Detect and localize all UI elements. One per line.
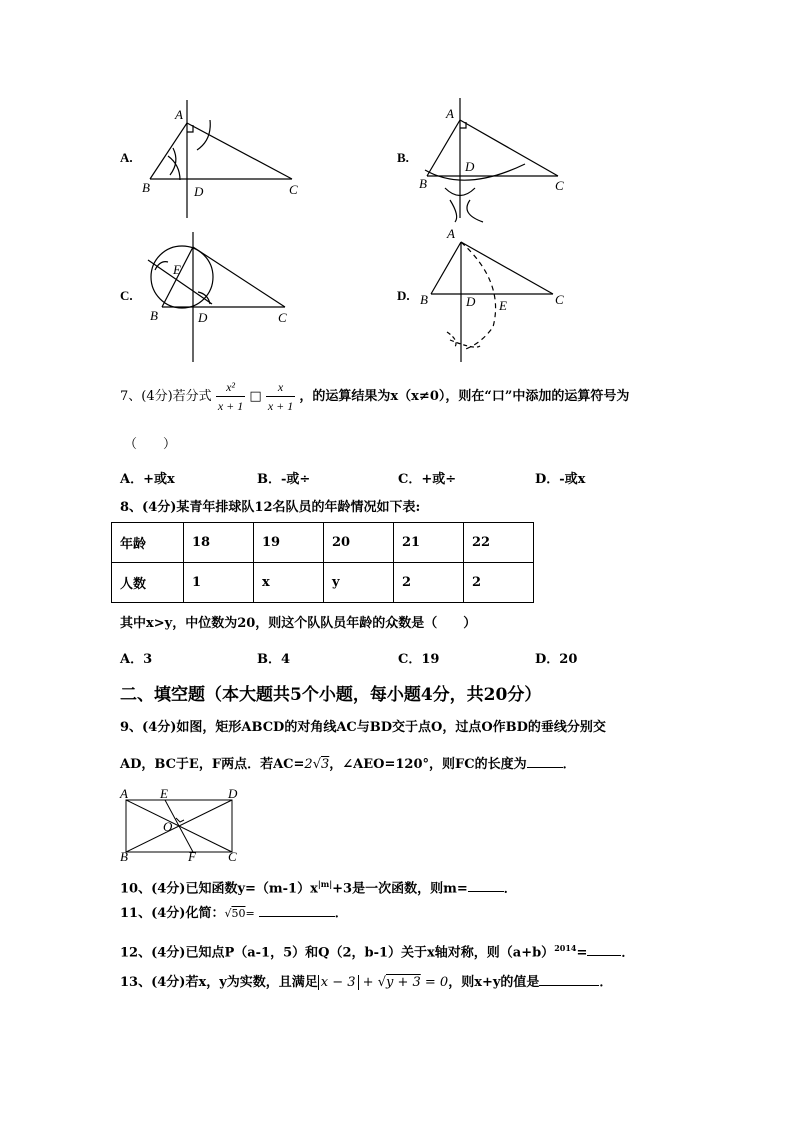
table-cell: 22 bbox=[464, 523, 534, 563]
q7-frac1-num: x² bbox=[216, 378, 245, 397]
q10-rest: +3是一次函数，则m= bbox=[332, 881, 468, 897]
table-row bbox=[112, 563, 534, 603]
fig-a-label-b: B bbox=[142, 180, 150, 195]
q11-period: ． bbox=[334, 906, 348, 921]
question-10 bbox=[120, 875, 517, 898]
fig-a-side-ab bbox=[150, 123, 187, 179]
q9-radicand: 3 bbox=[320, 757, 330, 772]
fig-a-label-d: D bbox=[194, 184, 204, 199]
q7-option-c: C．+或÷ bbox=[398, 472, 457, 487]
fig-c-side-ab bbox=[162, 247, 193, 307]
question-13 bbox=[120, 974, 612, 992]
q9-line2-b: ，∠AEO=120°，则FC的长度为 bbox=[329, 757, 527, 772]
q7-prefix: 7、(4分)若分式 bbox=[120, 389, 212, 404]
q13-equation: x − 3 + √y + 3 = 0 bbox=[318, 975, 448, 990]
fig-a-label-a: A bbox=[175, 107, 183, 122]
q8-stem: 8、(4分)某青年排球队12名队员的年龄情况如下表: bbox=[120, 500, 421, 515]
q10-text: 10、(4分)已知函数y=（m-1）x bbox=[120, 881, 318, 897]
question-11 bbox=[120, 905, 348, 923]
q13-plus: + bbox=[362, 975, 374, 990]
fig-c-label-d: D bbox=[198, 310, 208, 325]
q9-label-d: D bbox=[228, 788, 238, 801]
q11-radicand: 50 bbox=[231, 907, 246, 920]
figure-a bbox=[140, 100, 310, 220]
fig-d-label-e: E bbox=[499, 298, 507, 313]
q9-line-2 bbox=[120, 756, 576, 774]
q13-period: ． bbox=[599, 975, 613, 990]
fig-d-side-ac bbox=[461, 242, 553, 294]
q11-answer-blank[interactable] bbox=[259, 916, 335, 917]
fig-c-label-b: B bbox=[150, 308, 158, 323]
figure-d bbox=[415, 222, 585, 362]
q7-option-b: B．-或÷ bbox=[257, 472, 311, 487]
q10-sup: |m| bbox=[317, 879, 333, 889]
q9-line2-a: AD，BC于E，F两点．若AC= bbox=[120, 757, 305, 772]
fig-a-side-ac bbox=[187, 123, 292, 179]
option-a-label: A. bbox=[120, 150, 133, 165]
q13-eq0: = 0 bbox=[424, 975, 449, 990]
fig-b-label-c: C bbox=[555, 178, 564, 193]
q12-period: ． bbox=[621, 945, 635, 961]
q11-text: 11、(4分)化简： bbox=[120, 906, 225, 921]
q9-label-o: O bbox=[163, 819, 173, 834]
fig-b-label-b: B bbox=[419, 176, 427, 191]
fig-a-arc-2 bbox=[197, 120, 210, 150]
q8-option-c: C．19 bbox=[398, 652, 440, 667]
fig-a-arc-1 bbox=[170, 148, 176, 175]
fig-c-side-ac bbox=[193, 247, 285, 307]
q9-label-a: A bbox=[120, 788, 128, 801]
fig-d-label-b: B bbox=[420, 292, 428, 307]
fig-b-side-ac bbox=[460, 120, 558, 176]
q9-coef: 2 bbox=[304, 757, 313, 772]
q9-label-e: E bbox=[160, 788, 168, 801]
table-cell: 2 bbox=[464, 563, 534, 603]
table-cell: 20 bbox=[324, 523, 394, 563]
fig-c-label-c: C bbox=[278, 310, 287, 325]
q8-option-d: D．20 bbox=[535, 652, 578, 667]
q13-answer-blank[interactable] bbox=[539, 985, 599, 986]
fig-b-side-ab bbox=[427, 120, 460, 176]
q10-answer-blank[interactable] bbox=[468, 891, 504, 892]
q12-sup: 2014 bbox=[554, 943, 577, 953]
q9-rectangle-figure bbox=[118, 788, 243, 866]
q9-label-c: C bbox=[228, 849, 237, 864]
question-12 bbox=[120, 939, 634, 962]
q9-answer-blank[interactable] bbox=[527, 767, 563, 768]
q7-frac2-num: x bbox=[266, 378, 295, 397]
figure-c bbox=[140, 232, 300, 362]
q9-label-f: F bbox=[188, 849, 196, 864]
q11-eq: = bbox=[245, 907, 255, 920]
q7-fraction-2 bbox=[266, 378, 295, 415]
q9-right-angle bbox=[176, 818, 184, 822]
q8-after: 其中x>y，中位数为20，则这个队队员年龄的众数是（ ） bbox=[120, 616, 477, 631]
q13-text: 13、(4分)若x，y为实数，且满足 bbox=[120, 975, 318, 990]
table-cell: y bbox=[324, 563, 394, 603]
age-table bbox=[111, 522, 534, 603]
option-d-label: D. bbox=[397, 288, 410, 303]
fig-b-arc-3 bbox=[467, 200, 483, 222]
figure-b bbox=[415, 98, 585, 223]
q11-sqrt: √50= bbox=[224, 907, 255, 920]
q13-sqrt-expr: y + 3 bbox=[385, 975, 421, 990]
q7-frac1-den: x + 1 bbox=[217, 399, 244, 413]
table-cell: 人数 bbox=[112, 563, 184, 603]
q7-option-d: D．-或x bbox=[535, 472, 586, 487]
q13-rest: ，则x+y的值是 bbox=[448, 975, 540, 990]
q7-option-a: A．+或x bbox=[120, 472, 175, 487]
fig-b-arc-1 bbox=[425, 164, 525, 180]
table-row bbox=[112, 523, 534, 563]
option-b-label: B. bbox=[397, 150, 409, 165]
fig-d-label-c: C bbox=[555, 292, 564, 307]
table-cell: 21 bbox=[394, 523, 464, 563]
fig-d-side-ab bbox=[431, 242, 461, 294]
table-cell: 18 bbox=[184, 523, 254, 563]
table-cell: x bbox=[254, 563, 324, 603]
q8-option-b: B．4 bbox=[257, 652, 291, 667]
q13-abs: x − 3 bbox=[318, 975, 359, 990]
table-cell: 19 bbox=[254, 523, 324, 563]
table-cell: 1 bbox=[184, 563, 254, 603]
fig-a-label-c: C bbox=[289, 182, 298, 197]
q9-period: ． bbox=[562, 757, 576, 772]
q8-option-a: A．3 bbox=[120, 652, 153, 667]
q12-answer-blank[interactable] bbox=[587, 955, 621, 956]
fig-b-arc-2 bbox=[450, 200, 457, 222]
q7-box: □ bbox=[249, 389, 262, 404]
q12-text: 12、(4分)已知点P（a-1，5）和Q（2，b-1）关于x轴对称，则（a+b） bbox=[120, 945, 555, 961]
q12-eq: = bbox=[576, 945, 588, 961]
q7-paren: （ ） bbox=[124, 437, 177, 452]
table-cell: 年龄 bbox=[112, 523, 184, 563]
table-cell: 2 bbox=[394, 563, 464, 603]
q7-fraction-1 bbox=[216, 378, 245, 415]
section-title: 二、填空题（本大题共5个小题，每小题4分，共20分） bbox=[120, 685, 542, 705]
q9-line-1: 9、(4分)如图，矩形ABCD的对角线AC与BD交于点O，过点O作BD的垂线分别交 bbox=[120, 720, 606, 735]
fig-d-label-d: D bbox=[466, 294, 476, 309]
q7-frac2-den: x + 1 bbox=[267, 399, 294, 413]
q9-sqrt: 2√3 bbox=[304, 757, 330, 772]
fig-d-arc-1 bbox=[447, 332, 456, 347]
question-7 bbox=[120, 378, 629, 415]
q9-label-b: B bbox=[120, 849, 128, 864]
option-c-label: C. bbox=[120, 288, 133, 303]
q10-period: ． bbox=[503, 881, 517, 897]
fig-b-label-d: D bbox=[465, 159, 475, 174]
fig-b-label-a: A bbox=[446, 106, 454, 121]
q7-suffix: ，的运算结果为x（x≠0），则在“口”中添加的运算符号为 bbox=[299, 389, 630, 404]
fig-c-label-e: E bbox=[173, 262, 181, 277]
fig-d-label-a: A bbox=[447, 226, 455, 241]
